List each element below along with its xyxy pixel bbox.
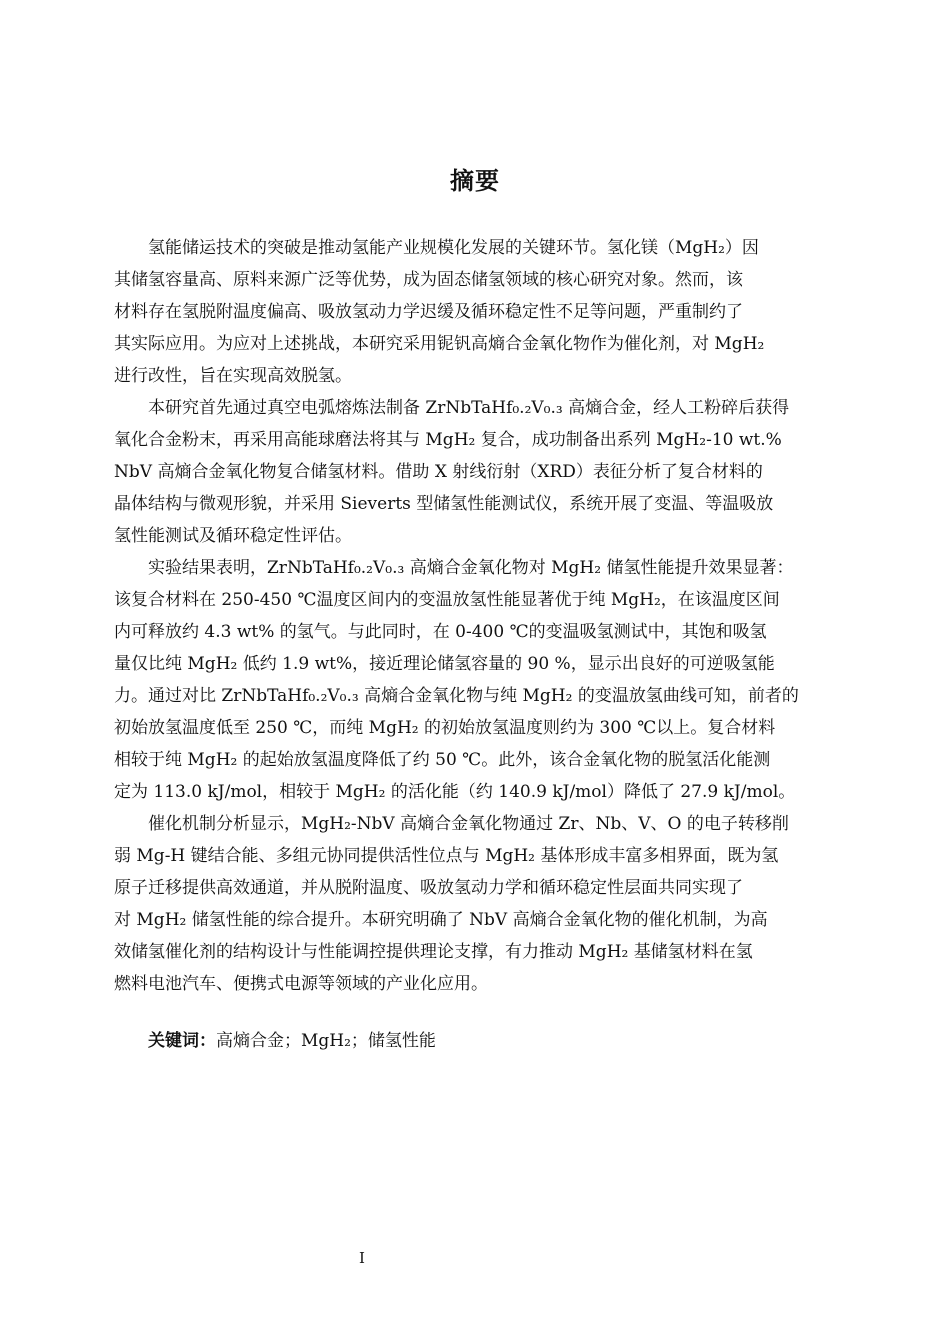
paragraph-line: 本研究首先通过真空电弧熔炼法制备 ZrNbTaHf₀.₂V₀.₃ 高熵合金，经人工粉碎后获得 <box>148 398 790 418</box>
paragraph-line: 其实际应用。为应对上述挑战，本研究采用铌钒高熵合金氧化物作为催化剂，对 MgH₂ <box>114 334 765 354</box>
page-title: 摘要 <box>450 167 500 195</box>
paragraph-line: 内可释放约 4.3 wt% 的氢气。与此同时，在 0-400 ℃的变温吸氢测试中，其饱和吸氢 <box>114 622 767 642</box>
paragraph-line: 该复合材料在 250-450 ℃温度区间内的变温放氢性能显著优于纯 MgH₂，在该温度区间 <box>114 590 780 610</box>
keywords <box>148 1025 436 1057</box>
paragraph-line: 对 MgH₂ 储氢性能的综合提升。本研究明确了 NbV 高熵合金氧化物的催化机制，为高 <box>114 910 768 930</box>
paragraph-line: 实验结果表明，ZrNbTaHf₀.₂V₀.₃ 高熵合金氧化物对 MgH₂ 储氢性能提升效果显著： <box>148 558 794 578</box>
paragraph-line: 弱 Mg-H 键结合能、多组元协同提供活性位点与 MgH₂ 基体形成丰富多相界面，既为氢 <box>114 846 779 866</box>
paragraph-line: 相较于纯 MgH₂ 的起始放氢温度降低了约 50 ℃。此外，该合金氧化物的脱氢活化能测 <box>114 750 771 770</box>
abstract-body <box>114 232 838 1000</box>
paragraph-line: 效储氢催化剂的结构设计与性能调控提供理论支撑，有力推动 MgH₂ 基储氢材料在氢 <box>114 942 753 962</box>
paragraph-line: 氧化合金粉末，再采用高能球磨法将其与 MgH₂ 复合，成功制备出系列 MgH₂-10 wt.% <box>114 430 782 450</box>
paragraph-line: 进行改性，旨在实现高效脱氢。 <box>114 366 352 386</box>
page-number: I <box>359 1249 365 1267</box>
paragraph-line: 量仅比纯 MgH₂ 低约 1.9 wt%，接近理论储氢容量的 90 %，显示出良好的可逆吸氢能 <box>114 654 775 674</box>
paragraph-line: 原子迁移提供高效通道，并从脱附温度、吸放氢动力学和循环稳定性层面共同实现了 <box>114 878 743 898</box>
paragraph-line: 氢性能测试及循环稳定性评估。 <box>114 526 352 546</box>
keywords-value: 高熵合金；MgH₂；储氢性能 <box>216 1031 436 1051</box>
paragraph-line: 其储氢容量高、原料来源广泛等优势，成为固态储氢领域的核心研究对象。然而，该 <box>114 270 743 290</box>
paragraph-line: 催化机制分析显示，MgH₂-NbV 高熵合金氧化物通过 Zr、Nb、V、O 的电子转移削 <box>148 814 789 834</box>
paragraph-line: 力。通过对比 ZrNbTaHf₀.₂V₀.₃ 高熵合金氧化物与纯 MgH₂ 的变温放氢曲线可知，前者的 <box>114 686 799 706</box>
paragraph-line: 氢能储运技术的突破是推动氢能产业规模化发展的关键环节。氢化镁（MgH₂）因 <box>148 238 759 258</box>
paragraph-line: 材料存在氢脱附温度偏高、吸放氢动力学迟缓及循环稳定性不足等问题，严重制约了 <box>114 302 743 322</box>
paragraph-line: NbV 高熵合金氧化物复合储氢材料。借助 X 射线衍射（XRD）表征分析了复合材料的 <box>114 462 763 482</box>
paragraph-line: 初始放氢温度低至 250 ℃，而纯 MgH₂ 的初始放氢温度则约为 300 ℃以上。复合材料 <box>114 718 776 738</box>
paragraph-line: 晶体结构与微观形貌，并采用 Sieverts 型储氢性能测试仪，系统开展了变温、等温吸放 <box>114 494 774 514</box>
paragraph-line: 燃料电池汽车、便携式电源等领域的产业化应用。 <box>114 974 488 994</box>
paragraph-line: 定为 113.0 kJ/mol，相较于 MgH₂ 的活化能（约 140.9 kJ/mol）降低了 27.9 kJ/mol。 <box>114 782 796 802</box>
keywords-label: 关键词： <box>148 1031 216 1051</box>
